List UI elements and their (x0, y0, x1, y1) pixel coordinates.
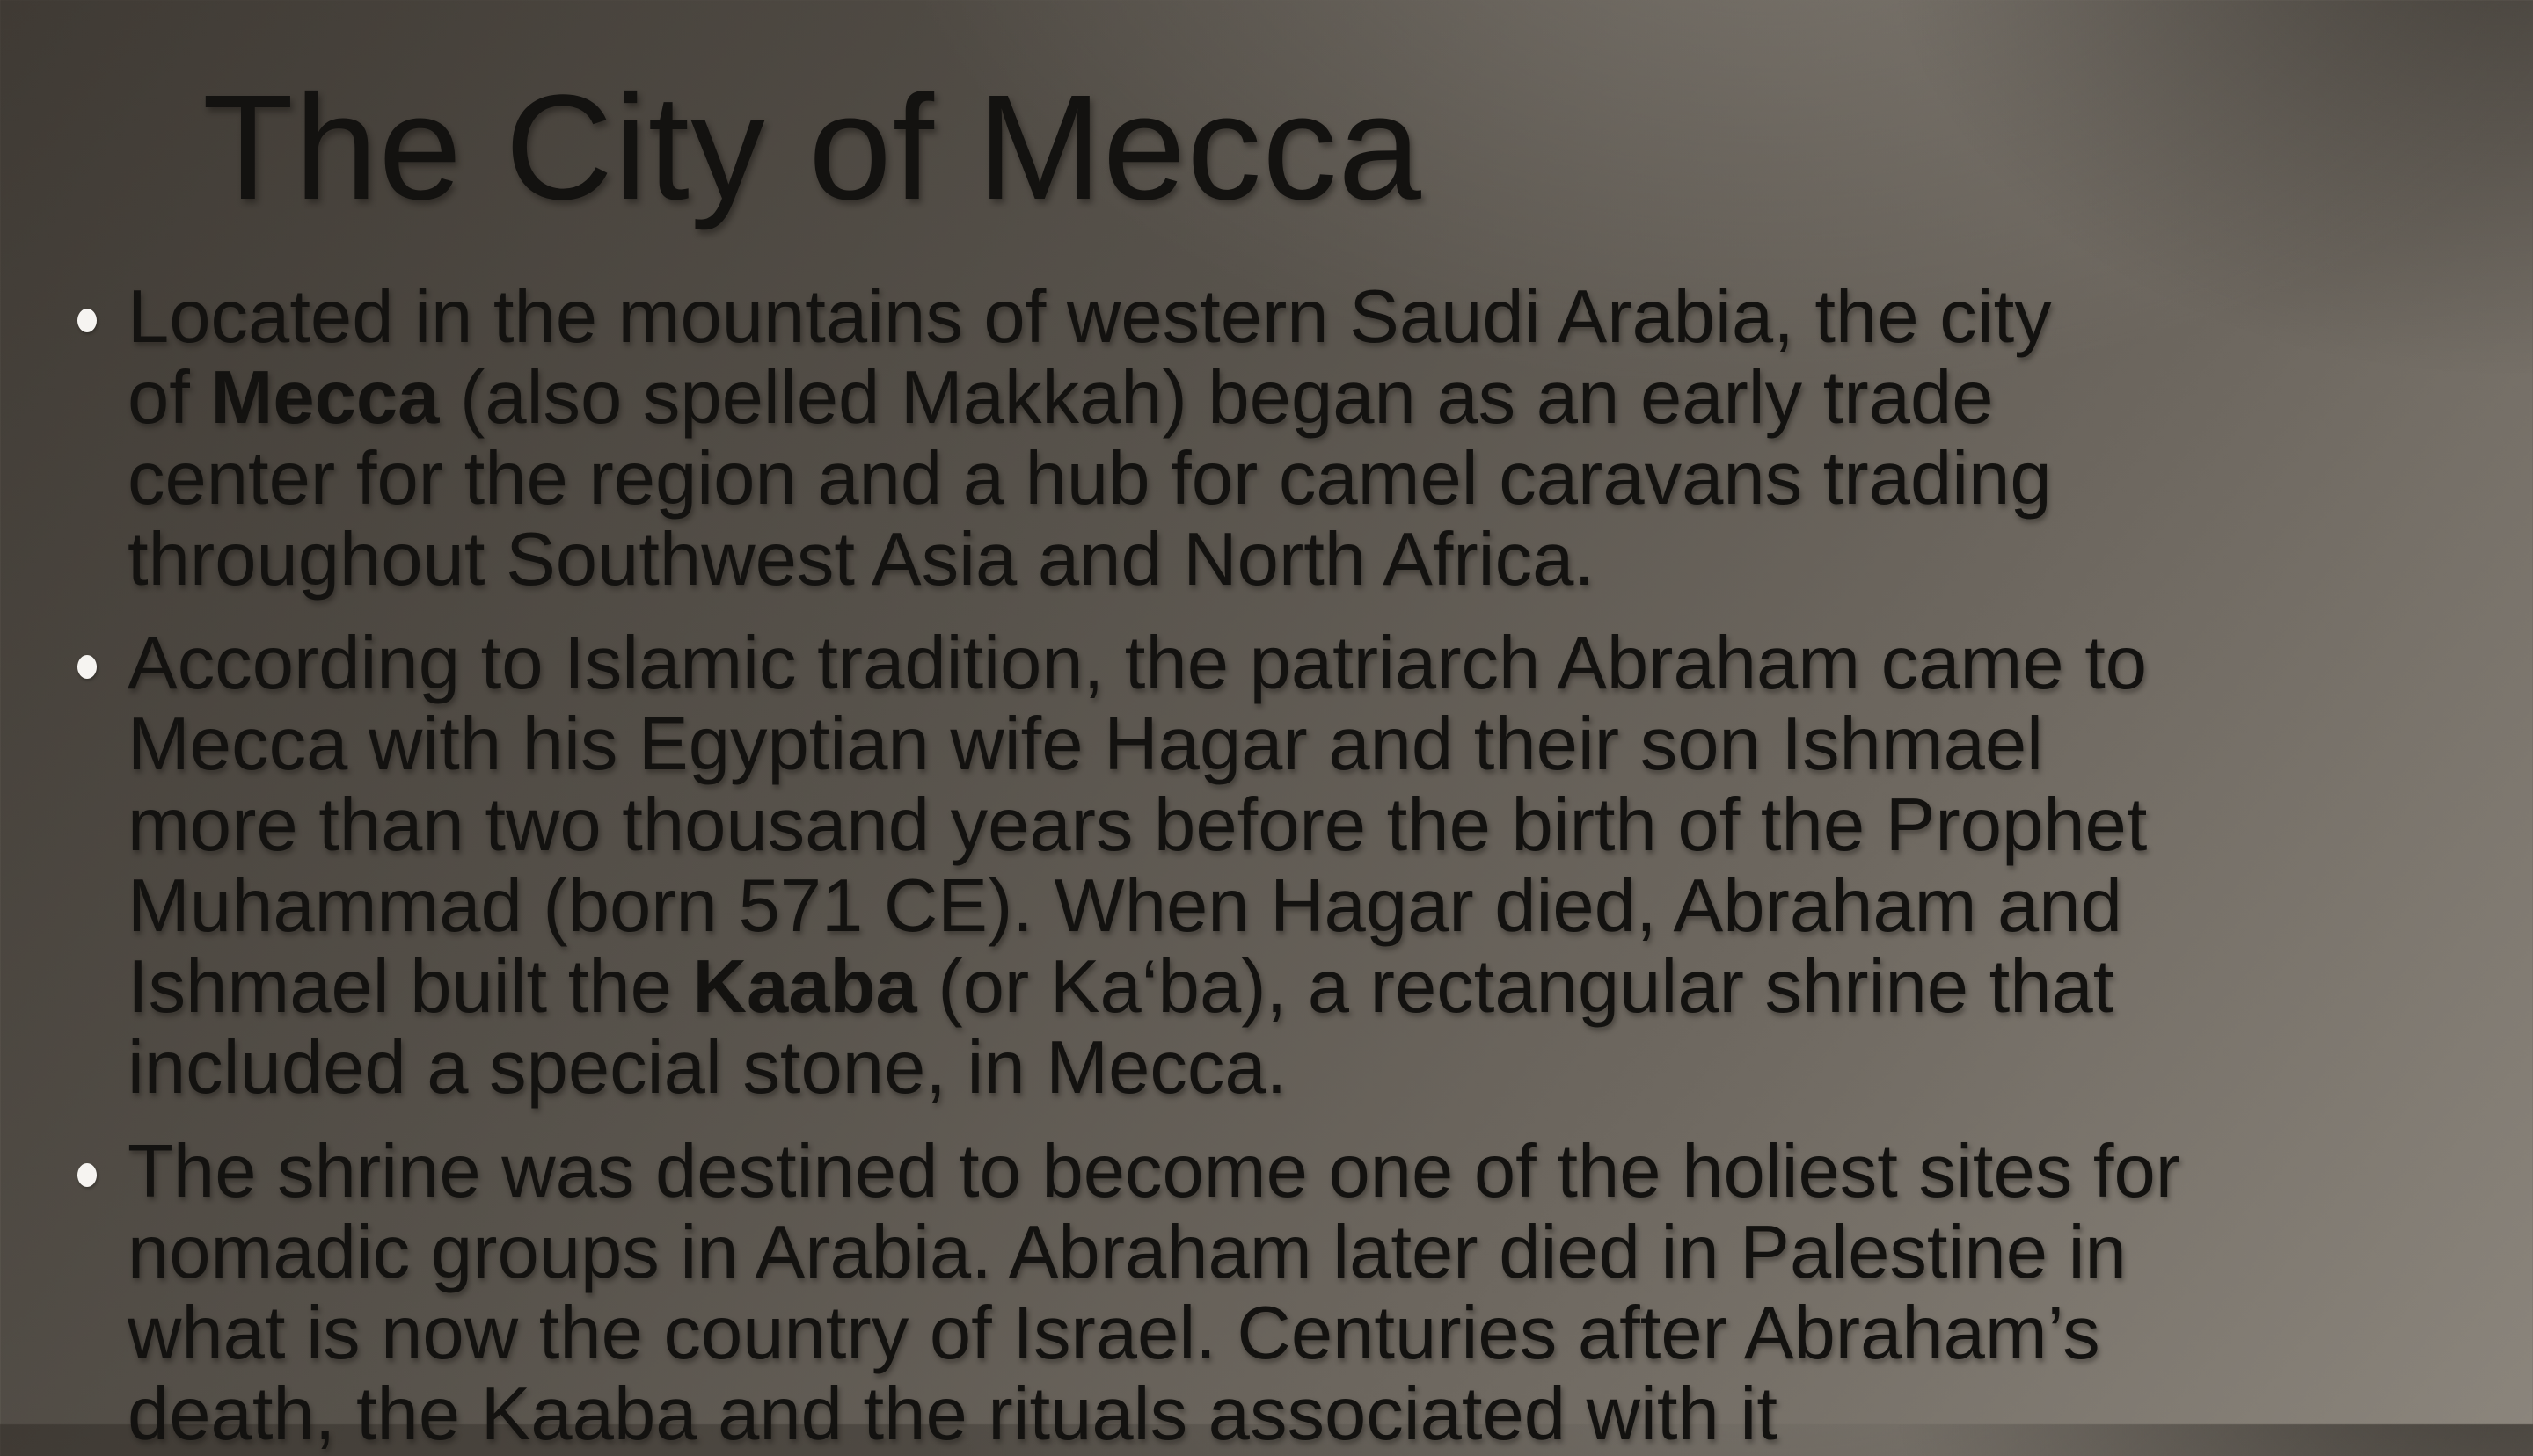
bullet-item (77, 1132, 2487, 1455)
bullet-icon (77, 655, 97, 679)
bullet-line: center for the region and a hub for camel caravans trading (128, 437, 2052, 521)
bullet-line: Ishmael built the Kaaba (or Ka‘ba), a rectangular shrine that (128, 945, 2114, 1029)
bullet-line: of Mecca (also spelled Makkah) began as an early trade (128, 356, 1994, 440)
bullet-icon (77, 1163, 97, 1187)
bullet-text (128, 277, 2487, 601)
bullet-item (77, 277, 2487, 601)
bullet-item (77, 623, 2487, 1109)
bullet-list (77, 277, 2487, 1455)
bullet-line: what is now the country of Israel. Centuries after Abraham’s (128, 1292, 2100, 1375)
bullet-line: throughout Southwest Asia and North Africa. (128, 518, 1595, 601)
bullet-line: The shrine was destined to become one of the holiest sites for (128, 1130, 2181, 1213)
bullet-line: nomadic groups in Arabia. Abraham later died in Palestine in (128, 1211, 2127, 1294)
bullet-text (128, 1132, 2487, 1455)
bullet-line: more than two thousand years before the birth of the Prophet (128, 783, 2148, 867)
bullet-text (128, 623, 2487, 1109)
bullet-line: death, the Kaaba and the rituals associated with it (128, 1372, 1777, 1456)
bullet-line: Muhammad (born 571 CE). When Hagar died, Abraham and (128, 864, 2122, 948)
bullet-line: Mecca with his Egyptian wife Hagar and their son Ishmael (128, 703, 2044, 786)
bullet-line: According to Islamic tradition, the patriarch Abraham came to (128, 622, 2148, 705)
bullet-line: Located in the mountains of western Saudi Arabia, the city (128, 275, 2052, 359)
bullet-line: included a special stone, in Mecca. (128, 1026, 1288, 1110)
bullet-icon (77, 309, 97, 332)
slide-title: The City of Mecca (202, 64, 1422, 231)
